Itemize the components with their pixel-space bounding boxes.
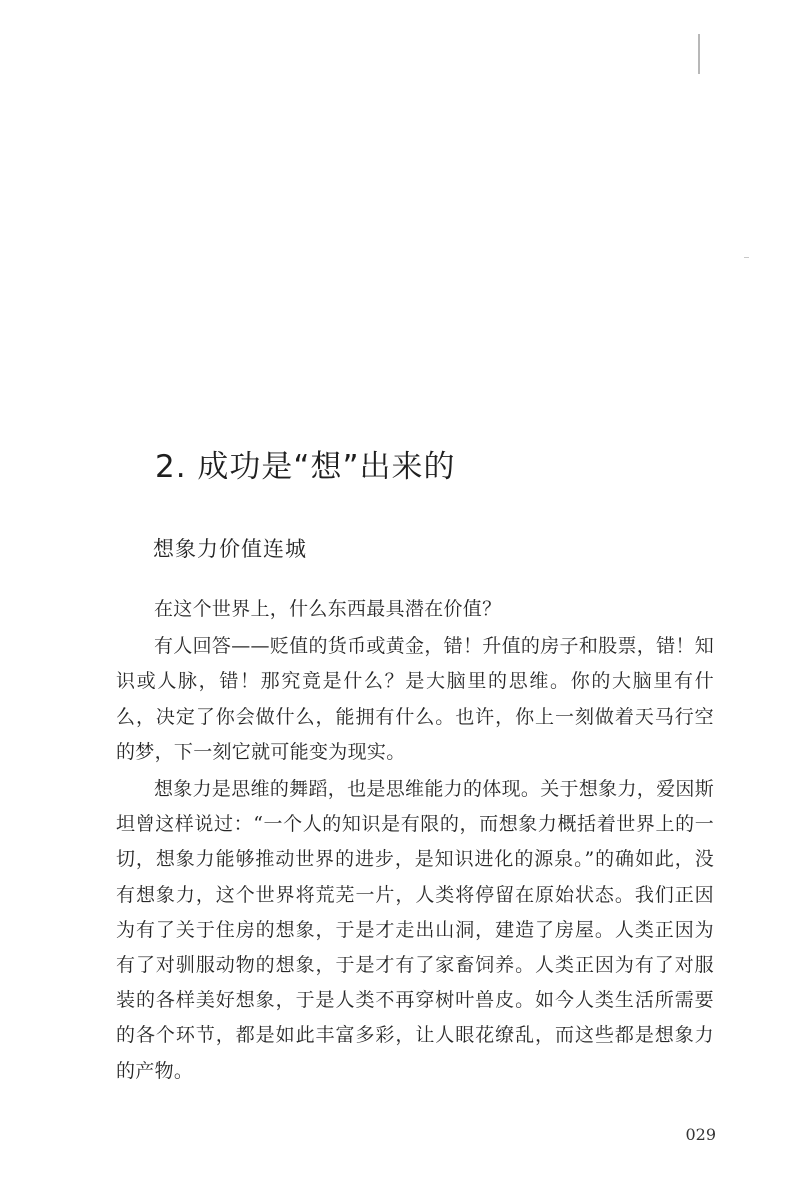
- chapter-title: 2. 成功是“想”出来的: [155, 449, 456, 485]
- page-edge-dot: [744, 257, 749, 258]
- paragraph: 有人回答——贬值的货币或黄金，错！升值的房子和股票，错！知识或人脉，错！那究竟是什么？是大脑里的思维。你的大脑里有什么，决定了你会做什么，能拥有什么。也许，你上一刻做着天马行空的梦，下一刻它就可能变为现实。: [116, 635, 714, 763]
- body-text: [116, 592, 714, 1091]
- page-number: 029: [685, 1125, 716, 1144]
- section-title: 想象力价值连城: [153, 537, 307, 561]
- paragraph: 在这个世界上，什么东西最具潜在价值？: [154, 598, 502, 620]
- paragraph: 想象力是思维的舞蹈，也是思维能力的体现。关于想象力，爱因斯坦曾这样说过：“一个人的知识是有限的，而想象力概括着世界上的一切，想象力能够推动世界的进步，是知识进化的源泉。”的确如此，没有想象力，这个世界将荒芜一片，人类将停留在原始状态。我们正因为有了关于住房的想象，于是才走出山洞，建造了房屋。人类正因为有了对驯服动物的想象，于是才有了家畜饲养。人类正因为有了对服装的各样美好想象，于是人类不再穿树叶兽皮。如今人类生活所需要的各个环节，都是如此丰富多彩，让人眼花缭乱，而这些都是想象力的产物。: [116, 778, 714, 1082]
- page-edge-mark: [698, 34, 700, 74]
